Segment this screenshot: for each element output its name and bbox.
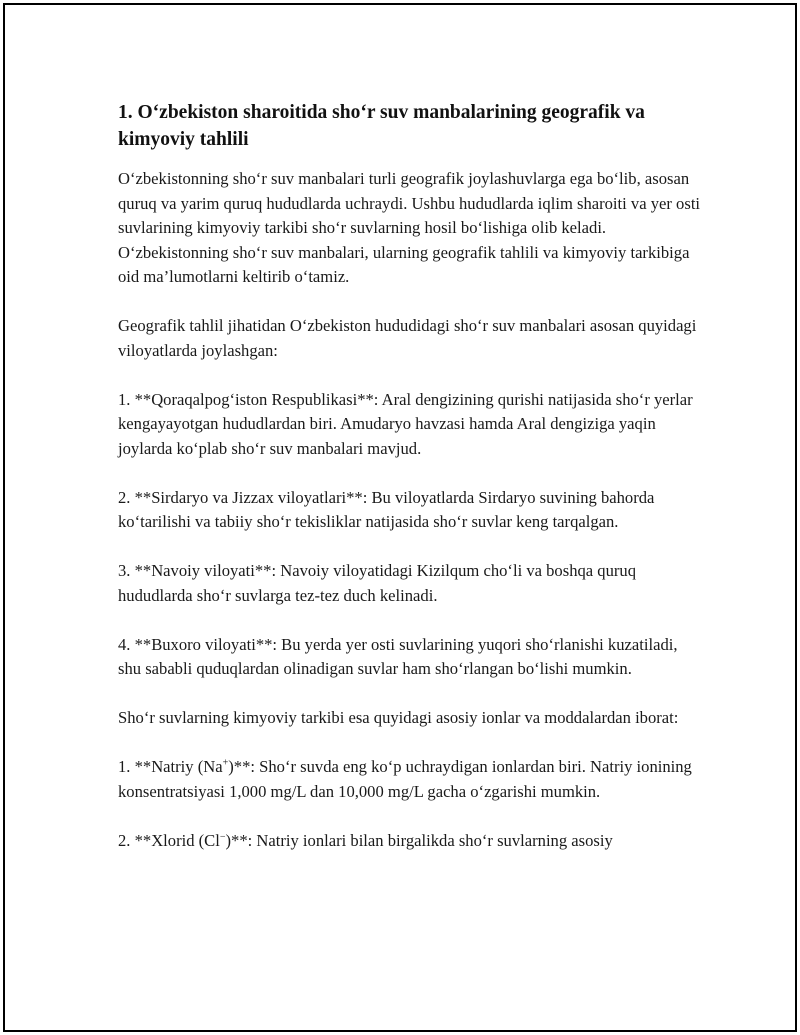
- list-item-buxoro: 4. **Buxoro viloyati**: Bu yerda yer osti suvlarining yuqori sho‘rlanishi kuzatiladi, shu sababli quduqlardan olinadigan suvlar ham sho‘rlangan bo‘lishi mumkin.: [118, 634, 678, 678]
- chemistry-intro-paragraph: Sho‘r suvlarning kimyoviy tarkibi esa quyidagi asosiy ionlar va moddalardan iborat:: [118, 708, 679, 727]
- natriy-suffix: )**: Sho‘r suvda eng ko‘p uchraydigan ionlardan biri. Natriy ionining konsentratsiyasi 1,000 mg/L dan 10,000 mg/L gacha o‘zgarishi mumkin.: [118, 757, 692, 801]
- list-item-sirdaryo-jizzax: 2. **Sirdaryo va Jizzax viloyatlari**: Bu viloyatlarda Sirdaryo suvining bahorda ko‘tarilishi va tabiiy sho‘r tekisliklar natijasida sho‘r suvlar keng tarqalgan.: [118, 487, 655, 531]
- xlorid-charge: −: [219, 830, 226, 842]
- section-title: 1. O‘zbekiston sharoitida sho‘r suv manbalarining geografik va kimyoviy tahlili: [118, 102, 645, 150]
- list-item-qoraqalpogiston: 1. **Qoraqalpog‘iston Respublikasi**: Aral dengizining qurishi natijasida sho‘r yerlar kengayayotgan hududlardan biri. Amudaryo havzasi hamda Aral dengiziga yaqin joylarda ko‘plab sho‘r suv manbalari mavjud.: [118, 389, 693, 458]
- natriy-prefix: 1. **Natriy (Na: [118, 757, 223, 776]
- document-body: [118, 99, 703, 878]
- list-item-natriy: [118, 755, 703, 804]
- intro-paragraph: O‘zbekistonning sho‘r suv manbalari turli geografik joylashuvlarga ega bo‘lib, asosan quruq va yarim quruq hududlarda uchraydi. Ushbu hududlarda iqlim sharoiti va yer osti suvlarining kimyoviy tarkibi sho‘r suvlarning hosil bo‘lishiga olib keladi. O‘zbekistonning sho‘r suv manbalari, ularning geografik tahlili va kimyoviy tarkibiga oid ma’lumotlarni keltirib o‘tamiz.: [118, 169, 701, 286]
- xlorid-suffix: )**: Natriy ionlari bilan birgalikda sho‘r suvlarning asosiy: [225, 830, 613, 850]
- list-item-navoiy: 3. **Navoiy viloyati**: Navoiy viloyatidagi Kizilqum cho‘li va boshqa quruq hududlarda sho‘r suvlarga tez-tez duch kelinadi.: [118, 561, 637, 605]
- xlorid-prefix: 2. **Xlorid (Cl: [118, 830, 220, 850]
- page-border: [3, 3, 797, 1032]
- geography-intro-paragraph: Geografik tahlil jihatidan O‘zbekiston hududidagi sho‘r suv manbalari asosan quyidagi viloyatlarda joylashgan:: [118, 316, 697, 360]
- list-item-xlorid: [118, 829, 703, 854]
- natriy-charge: +: [222, 757, 229, 769]
